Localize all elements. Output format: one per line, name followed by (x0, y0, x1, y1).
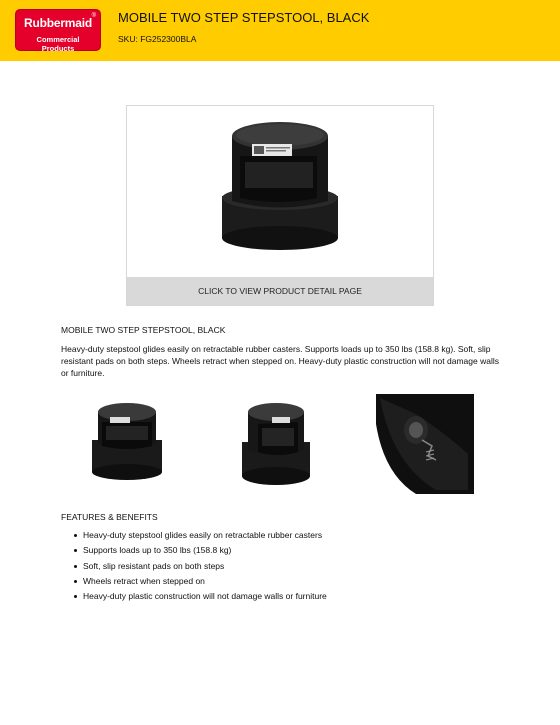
stepstool-photo-icon[interactable] (127, 106, 433, 278)
features-title: FEATURES & BENEFITS (61, 512, 158, 522)
stepstool-angle-view-icon[interactable] (236, 400, 316, 488)
feature-item: Wheels retract when stepped on (74, 574, 327, 589)
view-product-detail-link[interactable]: CLICK TO VIEW PRODUCT DETAIL PAGE (127, 277, 433, 305)
feature-item: Soft, slip resistant pads on both steps (74, 559, 327, 574)
caster-closeup-view-icon[interactable] (376, 394, 474, 494)
product-subtitle: MOBILE TWO STEP STEPSTOOL, BLACK (61, 325, 226, 335)
logo-brand-name: Rubbermaid (23, 16, 92, 30)
stepstool-front-view-icon[interactable] (88, 400, 166, 482)
logo-registered-mark: ® (91, 13, 96, 19)
page-header (0, 0, 560, 61)
logo-subtitle: Commercial Products (36, 35, 80, 53)
feature-item: Supports loads up to 350 lbs (158.8 kg) (74, 543, 327, 558)
hero-product-card[interactable] (126, 105, 434, 306)
feature-item: Heavy-duty stepstool glides easily on retractable rubber casters (74, 528, 327, 543)
sku-label: SKU: FG252300BLA (118, 34, 197, 44)
feature-item: Heavy-duty plastic construction will not damage walls or furniture (74, 589, 327, 604)
page-title: MOBILE TWO STEP STEPSTOOL, BLACK (118, 10, 370, 25)
rubbermaid-logo[interactable] (15, 9, 101, 51)
product-description: Heavy-duty stepstool glides easily on retractable rubber casters. Supports loads up to 350 lbs (158.8 kg). Soft, slip resistant pads on both steps. Wheels retract when stepped on. Heavy-duty plastic construction will not damage walls or furniture. (61, 344, 499, 378)
features-list (74, 528, 327, 604)
